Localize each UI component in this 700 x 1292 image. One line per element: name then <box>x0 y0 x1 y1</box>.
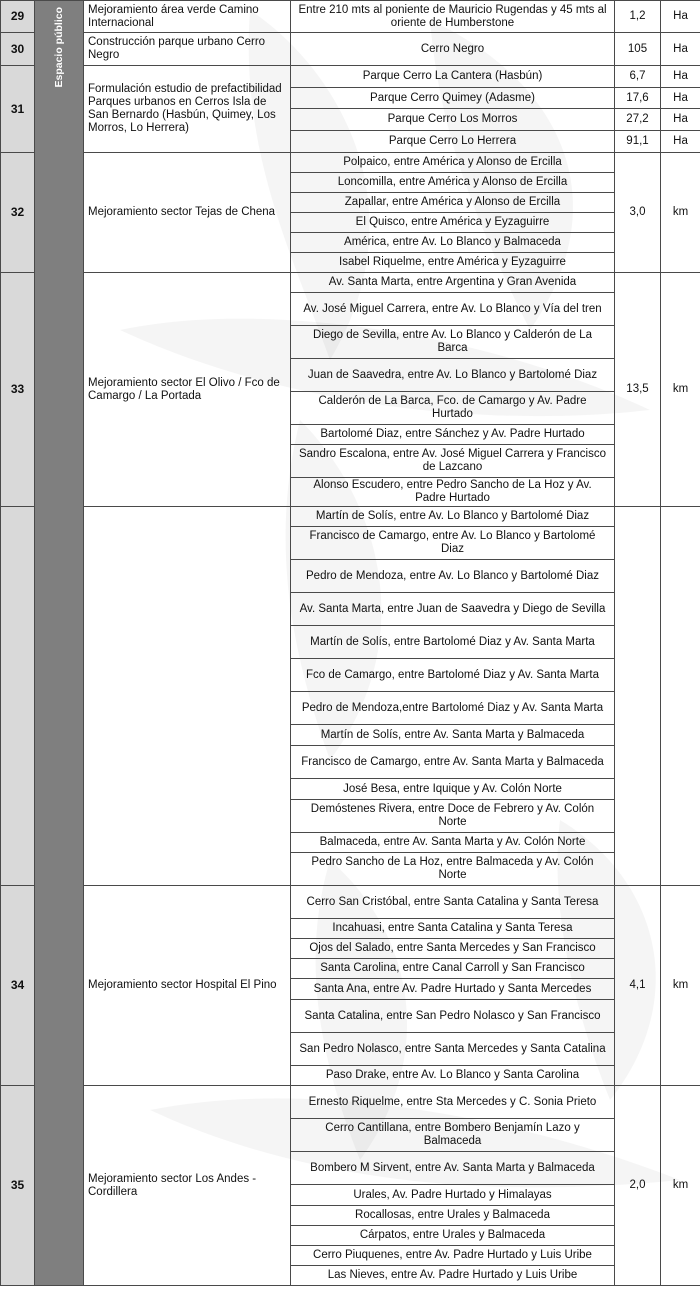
location-cell: América, entre Av. Lo Blanco y Balmaceda <box>291 233 615 253</box>
row-number: 35 <box>1 1086 35 1286</box>
location-cell: Pedro Sancho de La Hoz, entre Balmaceda y Av. Colón Norte <box>291 853 615 886</box>
location-cell: Sandro Escalona, entre Av. José Miguel Carrera y Francisco de Lazcano <box>291 445 615 478</box>
location-cell: Paso Drake, entre Av. Lo Blanco y Santa Carolina <box>291 1066 615 1086</box>
quantity-value-empty <box>615 507 661 886</box>
location-cell: Santa Carolina, entre Canal Carroll y San Francisco <box>291 959 615 979</box>
location-cell: Parque Cerro La Cantera (Hasbún) <box>291 66 615 88</box>
quantity-value: 1,2 <box>615 1 661 33</box>
quantity-value: 2,0 <box>615 1086 661 1286</box>
location-cell: Diego de Sevilla, entre Av. Lo Blanco y Calderón de La Barca <box>291 326 615 359</box>
project-name: Mejoramiento sector Los Andes - Cordillera <box>84 1086 291 1286</box>
location-cell: Cerro San Cristóbal, entre Santa Catalina y Santa Teresa <box>291 886 615 919</box>
location-cell: Francisco de Camargo, entre Av. Lo Blanco y Bartolomé Diaz <box>291 527 615 560</box>
location-cell: Demóstenes Rivera, entre Doce de Febrero y Av. Colón Norte <box>291 800 615 833</box>
location-cell: Cárpatos, entre Urales y Balmaceda <box>291 1226 615 1246</box>
location-cell: Bartolomé Diaz, entre Sánchez y Av. Padre Hurtado <box>291 425 615 445</box>
quantity-value: 3,0 <box>615 153 661 273</box>
table-row <box>1 886 700 919</box>
location-cell: Cerro Cantillana, entre Bombero Benjamín Lazo y Balmaceda <box>291 1119 615 1152</box>
location-cell: Fco de Camargo, entre Bartolomé Diaz y Av. Santa Marta <box>291 659 615 692</box>
location-cell: Parque Cerro Lo Herrera <box>291 131 615 153</box>
unit-cell: km <box>661 1086 700 1286</box>
location-cell: Martín de Solís, entre Bartolomé Diaz y Av. Santa Marta <box>291 626 615 659</box>
unit-cell: Ha <box>661 33 700 66</box>
location-cell: Calderón de La Barca, Fco. de Camargo y Av. Padre Hurtado <box>291 392 615 425</box>
category-label: Espacio público <box>53 7 65 88</box>
unit-cell-empty <box>661 507 700 886</box>
table-row <box>1 33 700 66</box>
location-cell: Urales, Av. Padre Hurtado y Himalayas <box>291 1185 615 1206</box>
table-row <box>1 1086 700 1119</box>
table-row <box>1 1 700 33</box>
quantity-value: 105 <box>615 33 661 66</box>
location-cell: Francisco de Camargo, entre Av. Santa Marta y Balmaceda <box>291 746 615 779</box>
unit-cell: Ha <box>661 88 700 109</box>
location-cell: Martín de Solís, entre Av. Santa Marta y Balmaceda <box>291 725 615 746</box>
location-cell: Parque Cerro Quimey (Adasme) <box>291 88 615 109</box>
row-number: 32 <box>1 153 35 273</box>
location-cell: José Besa, entre Iquique y Av. Colón Norte <box>291 779 615 800</box>
unit-cell: Ha <box>661 1 700 33</box>
quantity-value: 6,7 <box>615 66 661 88</box>
location-cell: Santa Catalina, entre San Pedro Nolasco y San Francisco <box>291 1000 615 1033</box>
table-row <box>1 507 700 527</box>
quantity-value: 4,1 <box>615 886 661 1086</box>
location-cell: Juan de Saavedra, entre Av. Lo Blanco y Bartolomé Diaz <box>291 359 615 392</box>
location-cell: Balmaceda, entre Av. Santa Marta y Av. Colón Norte <box>291 833 615 853</box>
unit-cell: km <box>661 153 700 273</box>
unit-cell: km <box>661 273 700 507</box>
row-number: 29 <box>1 1 35 33</box>
location-cell: Ojos del Salado, entre Santa Mercedes y San Francisco <box>291 939 615 959</box>
unit-cell: Ha <box>661 66 700 88</box>
location-cell: Pedro de Mendoza, entre Av. Lo Blanco y Bartolomé Diaz <box>291 560 615 593</box>
location-cell: Pedro de Mendoza,entre Bartolomé Diaz y Av. Santa Marta <box>291 692 615 725</box>
location-cell: Av. Santa Marta, entre Argentina y Gran Avenida <box>291 273 615 293</box>
location-cell: Cerro Negro <box>291 33 615 66</box>
row-number: 31 <box>1 66 35 153</box>
project-name: Mejoramiento sector Tejas de Chena <box>84 153 291 273</box>
location-cell: San Pedro Nolasco, entre Santa Mercedes y Santa Catalina <box>291 1033 615 1066</box>
quantity-value: 91,1 <box>615 131 661 153</box>
project-name: Mejoramiento sector El Olivo / Fco de Camargo / La Portada <box>84 273 291 507</box>
location-cell: Zapallar, entre América y Alonso de Ercilla <box>291 193 615 213</box>
location-cell: Incahuasi, entre Santa Catalina y Santa Teresa <box>291 919 615 939</box>
location-cell: Av. José Miguel Carrera, entre Av. Lo Blanco y Vía del tren <box>291 293 615 326</box>
unit-cell: Ha <box>661 131 700 153</box>
location-cell: Isabel Riquelme, entre América y Eyzaguirre <box>291 253 615 273</box>
location-cell: El Quisco, entre América y Eyzaguirre <box>291 213 615 233</box>
project-name: Mejoramiento área verde Camino Internacional <box>84 1 291 33</box>
table-row <box>1 66 700 88</box>
row-number-empty <box>1 507 35 886</box>
location-cell: Alonso Escudero, entre Pedro Sancho de La Hoz y Av. Padre Hurtado <box>291 478 615 507</box>
location-cell: Las Nieves, entre Av. Padre Hurtado y Luis Uribe <box>291 1266 615 1286</box>
location-cell: Bombero M Sirvent, entre Av. Santa Marta y Balmaceda <box>291 1152 615 1185</box>
location-cell: Santa Ana, entre Av. Padre Hurtado y Santa Mercedes <box>291 979 615 1000</box>
project-name: Mejoramiento sector Hospital El Pino <box>84 886 291 1086</box>
quantity-value: 27,2 <box>615 109 661 131</box>
unit-cell: Ha <box>661 109 700 131</box>
table-row <box>1 153 700 173</box>
project-name: Formulación estudio de prefactibilidad Parques urbanos en Cerros Isla de San Bernardo (Hasbún, Quimey, Los Morros, Lo Herrera) <box>84 66 291 153</box>
location-cell: Av. Santa Marta, entre Juan de Saavedra y Diego de Sevilla <box>291 593 615 626</box>
location-cell: Rocallosas, entre Urales y Balmaceda <box>291 1206 615 1226</box>
location-cell: Parque Cerro Los Morros <box>291 109 615 131</box>
quantity-value: 17,6 <box>615 88 661 109</box>
location-cell: Cerro Piuquenes, entre Av. Padre Hurtado y Luis Uribe <box>291 1246 615 1266</box>
project-name: Construcción parque urbano Cerro Negro <box>84 33 291 66</box>
location-cell: Entre 210 mts al poniente de Mauricio Rugendas y 45 mts al oriente de Humberstone <box>291 1 615 33</box>
row-number: 34 <box>1 886 35 1086</box>
category-cell <box>35 1 84 1286</box>
row-number: 30 <box>1 33 35 66</box>
unit-cell: km <box>661 886 700 1086</box>
location-cell: Polpaico, entre América y Alonso de Ercilla <box>291 153 615 173</box>
row-number: 33 <box>1 273 35 507</box>
location-cell: Martín de Solís, entre Av. Lo Blanco y Bartolomé Diaz <box>291 507 615 527</box>
quantity-value: 13,5 <box>615 273 661 507</box>
location-cell: Ernesto Riquelme, entre Sta Mercedes y C. Sonia Prieto <box>291 1086 615 1119</box>
location-cell: Loncomilla, entre América y Alonso de Ercilla <box>291 173 615 193</box>
project-name-empty <box>84 507 291 886</box>
table-row <box>1 273 700 293</box>
